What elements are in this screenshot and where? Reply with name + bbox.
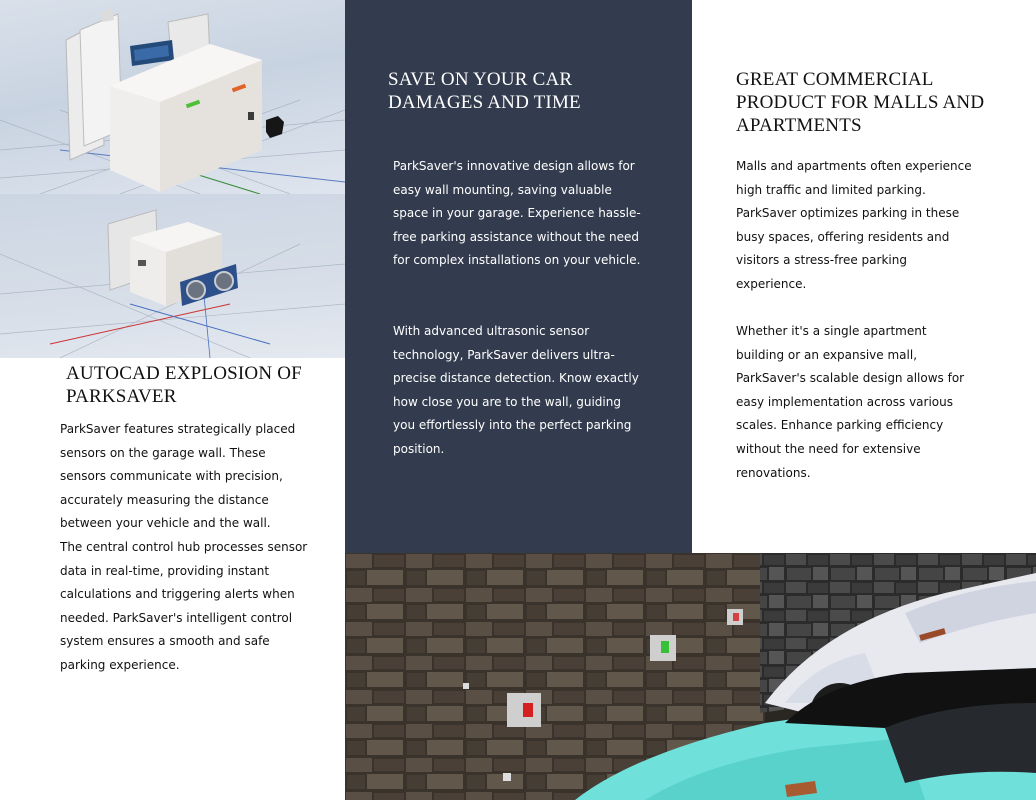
cad-explosion-render-top <box>0 0 345 194</box>
garage-parking-render <box>345 553 1036 800</box>
malls-apartments-text: Malls and apartments often experience high traffic and limited parking. ParkSaver optimizes parking in these busy spaces, offering residents and visitors a stress-free parking experience. <box>736 159 972 291</box>
sensor-assembly-render <box>0 194 345 358</box>
cad-explosion-drawing <box>0 0 345 194</box>
cad-explosion-heading: AUTOCAD EXPLOSION OF PARKSAVER <box>66 363 302 407</box>
ultrasonic-sensor-text: With advanced ultrasonic sensor technology, ParkSaver delivers ultra-precise distance detection. Know exactly how close you are to the wall, guiding you effortlessly into the perfect parking position. <box>393 324 639 456</box>
sensor-assembly-drawing <box>0 194 345 358</box>
commercial-product-heading: GREAT COMMERCIAL PRODUCT FOR MALLS AND APARTMENTS <box>736 69 985 136</box>
garage-parking-drawing <box>345 553 1036 800</box>
scalable-design-text: Whether it's a single apartment building or an expansive mall, ParkSaver's scalable design allows for easy implementation across various scales. Enhance parking efficiency without the need for extensive renovations. <box>736 324 965 480</box>
save-damages-heading: SAVE ON YOUR CAR DAMAGES AND TIME <box>388 69 581 113</box>
wall-mounting-text: ParkSaver's innovative design allows for easy wall mounting, saving valuable space in your garage. Experience hassle-free parking assistance without the need for complex installations on your vehicle. <box>393 159 641 268</box>
cad-explosion-text: ParkSaver features strategically placed sensors on the garage wall. These sensors communicate with precision, accurately measuring the distance between your vehicle and the wall. The central control hub processes sensor data in real-time, providing instant calculations and triggering alerts when needed. ParkSaver's intelligent control system ensures a smooth and safe parking experience. <box>60 422 308 672</box>
